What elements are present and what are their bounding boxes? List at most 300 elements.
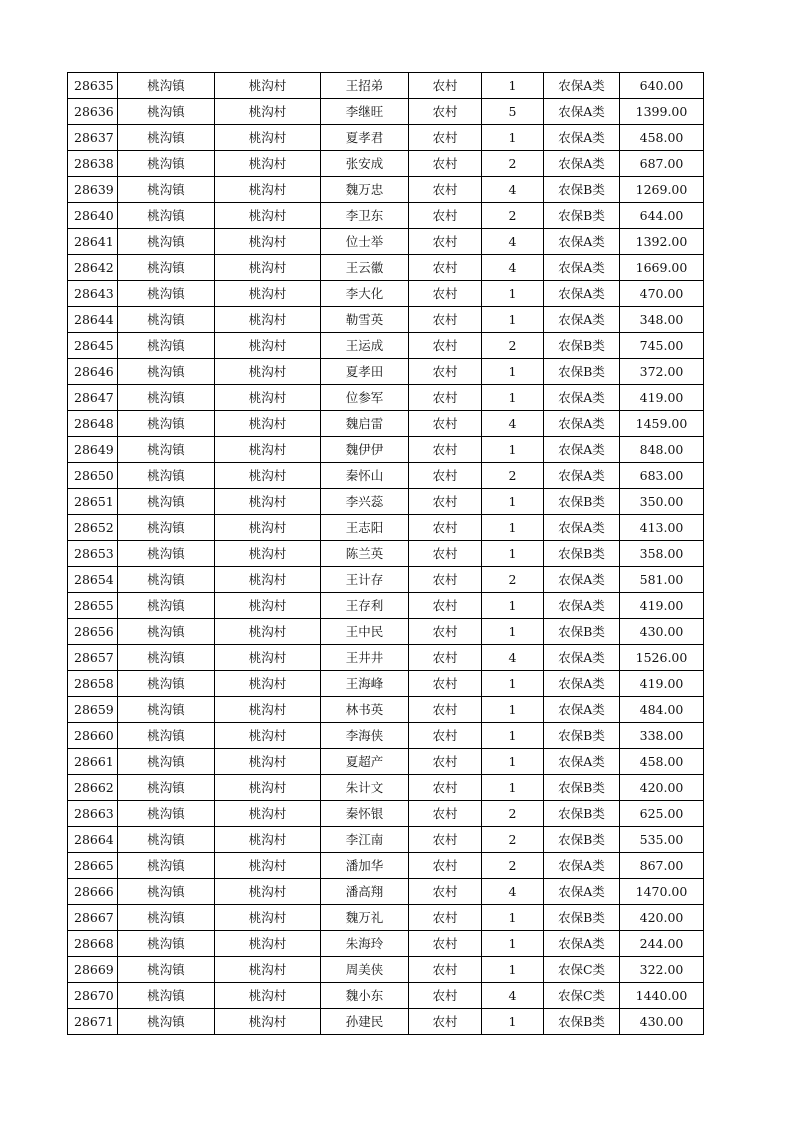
cell-record-id: 28669 xyxy=(68,957,118,983)
cell-record-id: 28666 xyxy=(68,879,118,905)
cell-name: 魏启雷 xyxy=(321,411,409,437)
records-table-body xyxy=(68,73,704,1035)
cell-township: 桃沟镇 xyxy=(118,203,215,229)
cell-insurance-category: 农保A类 xyxy=(544,73,620,99)
cell-name: 魏伊伊 xyxy=(321,437,409,463)
cell-township: 桃沟镇 xyxy=(118,827,215,853)
cell-record-id: 28664 xyxy=(68,827,118,853)
cell-insurance-category: 农保A类 xyxy=(544,931,620,957)
cell-record-id: 28652 xyxy=(68,515,118,541)
cell-amount: 1399.00 xyxy=(620,99,704,125)
cell-household-type: 农村 xyxy=(409,1009,482,1035)
cell-township: 桃沟镇 xyxy=(118,99,215,125)
cell-record-id: 28641 xyxy=(68,229,118,255)
cell-amount: 244.00 xyxy=(620,931,704,957)
cell-village: 桃沟村 xyxy=(215,827,321,853)
cell-household-type: 农村 xyxy=(409,853,482,879)
cell-village: 桃沟村 xyxy=(215,853,321,879)
cell-insurance-category: 农保B类 xyxy=(544,333,620,359)
table-row xyxy=(68,671,704,697)
cell-township: 桃沟镇 xyxy=(118,775,215,801)
cell-name: 潘加华 xyxy=(321,853,409,879)
cell-member-count: 2 xyxy=(482,151,544,177)
cell-name: 位参军 xyxy=(321,385,409,411)
cell-record-id: 28667 xyxy=(68,905,118,931)
cell-record-id: 28644 xyxy=(68,307,118,333)
cell-township: 桃沟镇 xyxy=(118,723,215,749)
table-row xyxy=(68,177,704,203)
cell-amount: 419.00 xyxy=(620,671,704,697)
cell-name: 潘高翔 xyxy=(321,879,409,905)
cell-record-id: 28662 xyxy=(68,775,118,801)
cell-amount: 458.00 xyxy=(620,125,704,151)
cell-village: 桃沟村 xyxy=(215,333,321,359)
cell-record-id: 28636 xyxy=(68,99,118,125)
cell-household-type: 农村 xyxy=(409,333,482,359)
cell-name: 位士举 xyxy=(321,229,409,255)
cell-amount: 745.00 xyxy=(620,333,704,359)
cell-record-id: 28668 xyxy=(68,931,118,957)
cell-member-count: 4 xyxy=(482,255,544,281)
cell-name: 魏万忠 xyxy=(321,177,409,203)
cell-record-id: 28659 xyxy=(68,697,118,723)
cell-name: 王海峰 xyxy=(321,671,409,697)
cell-name: 林书英 xyxy=(321,697,409,723)
cell-village: 桃沟村 xyxy=(215,255,321,281)
cell-township: 桃沟镇 xyxy=(118,931,215,957)
cell-township: 桃沟镇 xyxy=(118,671,215,697)
cell-village: 桃沟村 xyxy=(215,931,321,957)
cell-township: 桃沟镇 xyxy=(118,1009,215,1035)
cell-township: 桃沟镇 xyxy=(118,905,215,931)
cell-member-count: 1 xyxy=(482,489,544,515)
cell-amount: 430.00 xyxy=(620,619,704,645)
cell-household-type: 农村 xyxy=(409,73,482,99)
cell-amount: 644.00 xyxy=(620,203,704,229)
cell-township: 桃沟镇 xyxy=(118,411,215,437)
cell-village: 桃沟村 xyxy=(215,593,321,619)
cell-record-id: 28658 xyxy=(68,671,118,697)
cell-member-count: 1 xyxy=(482,385,544,411)
cell-insurance-category: 农保A类 xyxy=(544,385,620,411)
table-row xyxy=(68,1009,704,1035)
cell-village: 桃沟村 xyxy=(215,619,321,645)
cell-village: 桃沟村 xyxy=(215,411,321,437)
cell-insurance-category: 农保A类 xyxy=(544,411,620,437)
cell-village: 桃沟村 xyxy=(215,983,321,1009)
cell-township: 桃沟镇 xyxy=(118,281,215,307)
cell-household-type: 农村 xyxy=(409,697,482,723)
cell-record-id: 28648 xyxy=(68,411,118,437)
cell-household-type: 农村 xyxy=(409,437,482,463)
cell-amount: 413.00 xyxy=(620,515,704,541)
cell-household-type: 农村 xyxy=(409,125,482,151)
table-row xyxy=(68,541,704,567)
table-row xyxy=(68,307,704,333)
cell-village: 桃沟村 xyxy=(215,697,321,723)
cell-household-type: 农村 xyxy=(409,671,482,697)
cell-village: 桃沟村 xyxy=(215,671,321,697)
cell-record-id: 28645 xyxy=(68,333,118,359)
cell-member-count: 4 xyxy=(482,879,544,905)
cell-member-count: 2 xyxy=(482,827,544,853)
cell-name: 李兴蕊 xyxy=(321,489,409,515)
cell-village: 桃沟村 xyxy=(215,801,321,827)
cell-member-count: 1 xyxy=(482,437,544,463)
cell-record-id: 28651 xyxy=(68,489,118,515)
cell-member-count: 2 xyxy=(482,333,544,359)
cell-township: 桃沟镇 xyxy=(118,853,215,879)
cell-township: 桃沟镇 xyxy=(118,151,215,177)
cell-member-count: 1 xyxy=(482,307,544,333)
cell-village: 桃沟村 xyxy=(215,879,321,905)
cell-member-count: 1 xyxy=(482,619,544,645)
table-row xyxy=(68,983,704,1009)
cell-member-count: 4 xyxy=(482,229,544,255)
cell-member-count: 1 xyxy=(482,671,544,697)
cell-name: 夏孝君 xyxy=(321,125,409,151)
cell-member-count: 2 xyxy=(482,853,544,879)
cell-household-type: 农村 xyxy=(409,385,482,411)
cell-insurance-category: 农保A类 xyxy=(544,879,620,905)
cell-member-count: 2 xyxy=(482,801,544,827)
cell-name: 魏小东 xyxy=(321,983,409,1009)
cell-member-count: 1 xyxy=(482,73,544,99)
cell-township: 桃沟镇 xyxy=(118,177,215,203)
cell-township: 桃沟镇 xyxy=(118,333,215,359)
cell-village: 桃沟村 xyxy=(215,177,321,203)
table-row xyxy=(68,853,704,879)
cell-amount: 640.00 xyxy=(620,73,704,99)
table-row xyxy=(68,723,704,749)
cell-member-count: 1 xyxy=(482,281,544,307)
table-row xyxy=(68,463,704,489)
cell-name: 王运成 xyxy=(321,333,409,359)
cell-member-count: 1 xyxy=(482,749,544,775)
cell-village: 桃沟村 xyxy=(215,957,321,983)
cell-name: 夏超产 xyxy=(321,749,409,775)
cell-amount: 458.00 xyxy=(620,749,704,775)
cell-insurance-category: 农保A类 xyxy=(544,463,620,489)
cell-insurance-category: 农保B类 xyxy=(544,489,620,515)
cell-village: 桃沟村 xyxy=(215,723,321,749)
table-row xyxy=(68,255,704,281)
table-row xyxy=(68,229,704,255)
table-row xyxy=(68,437,704,463)
cell-amount: 683.00 xyxy=(620,463,704,489)
cell-insurance-category: 农保A类 xyxy=(544,307,620,333)
cell-record-id: 28650 xyxy=(68,463,118,489)
table-row xyxy=(68,99,704,125)
cell-name: 周美侠 xyxy=(321,957,409,983)
cell-village: 桃沟村 xyxy=(215,775,321,801)
cell-amount: 322.00 xyxy=(620,957,704,983)
cell-village: 桃沟村 xyxy=(215,73,321,99)
cell-member-count: 1 xyxy=(482,541,544,567)
cell-village: 桃沟村 xyxy=(215,463,321,489)
cell-record-id: 28649 xyxy=(68,437,118,463)
cell-household-type: 农村 xyxy=(409,359,482,385)
cell-village: 桃沟村 xyxy=(215,645,321,671)
table-row xyxy=(68,515,704,541)
cell-insurance-category: 农保B类 xyxy=(544,1009,620,1035)
cell-member-count: 1 xyxy=(482,593,544,619)
cell-name: 王云徽 xyxy=(321,255,409,281)
cell-township: 桃沟镇 xyxy=(118,255,215,281)
cell-amount: 358.00 xyxy=(620,541,704,567)
cell-insurance-category: 农保C类 xyxy=(544,957,620,983)
cell-township: 桃沟镇 xyxy=(118,489,215,515)
cell-amount: 581.00 xyxy=(620,567,704,593)
cell-village: 桃沟村 xyxy=(215,125,321,151)
cell-village: 桃沟村 xyxy=(215,749,321,775)
cell-amount: 1669.00 xyxy=(620,255,704,281)
cell-insurance-category: 农保B类 xyxy=(544,827,620,853)
cell-name: 王招弟 xyxy=(321,73,409,99)
cell-amount: 1440.00 xyxy=(620,983,704,1009)
cell-village: 桃沟村 xyxy=(215,385,321,411)
cell-record-id: 28647 xyxy=(68,385,118,411)
cell-name: 秦怀山 xyxy=(321,463,409,489)
cell-insurance-category: 农保A类 xyxy=(544,645,620,671)
cell-village: 桃沟村 xyxy=(215,359,321,385)
cell-township: 桃沟镇 xyxy=(118,697,215,723)
cell-insurance-category: 农保A类 xyxy=(544,593,620,619)
cell-record-id: 28661 xyxy=(68,749,118,775)
cell-township: 桃沟镇 xyxy=(118,229,215,255)
cell-name: 王井井 xyxy=(321,645,409,671)
cell-amount: 484.00 xyxy=(620,697,704,723)
cell-insurance-category: 农保C类 xyxy=(544,983,620,1009)
table-row xyxy=(68,489,704,515)
cell-insurance-category: 农保B类 xyxy=(544,801,620,827)
table-row xyxy=(68,619,704,645)
cell-record-id: 28639 xyxy=(68,177,118,203)
cell-record-id: 28637 xyxy=(68,125,118,151)
cell-insurance-category: 农保A类 xyxy=(544,697,620,723)
cell-village: 桃沟村 xyxy=(215,1009,321,1035)
table-row xyxy=(68,801,704,827)
cell-name: 李大化 xyxy=(321,281,409,307)
cell-member-count: 4 xyxy=(482,983,544,1009)
cell-insurance-category: 农保A类 xyxy=(544,437,620,463)
cell-insurance-category: 农保A类 xyxy=(544,671,620,697)
cell-village: 桃沟村 xyxy=(215,307,321,333)
cell-amount: 625.00 xyxy=(620,801,704,827)
cell-name: 王计存 xyxy=(321,567,409,593)
cell-insurance-category: 农保A类 xyxy=(544,255,620,281)
cell-household-type: 农村 xyxy=(409,489,482,515)
cell-township: 桃沟镇 xyxy=(118,619,215,645)
cell-village: 桃沟村 xyxy=(215,515,321,541)
cell-insurance-category: 农保B类 xyxy=(544,359,620,385)
records-table xyxy=(67,72,704,1035)
cell-name: 张安成 xyxy=(321,151,409,177)
cell-amount: 1526.00 xyxy=(620,645,704,671)
cell-village: 桃沟村 xyxy=(215,281,321,307)
cell-amount: 687.00 xyxy=(620,151,704,177)
cell-household-type: 农村 xyxy=(409,879,482,905)
table-row xyxy=(68,567,704,593)
cell-amount: 1459.00 xyxy=(620,411,704,437)
cell-township: 桃沟镇 xyxy=(118,983,215,1009)
cell-household-type: 农村 xyxy=(409,801,482,827)
cell-village: 桃沟村 xyxy=(215,905,321,931)
cell-household-type: 农村 xyxy=(409,749,482,775)
table-row xyxy=(68,931,704,957)
cell-insurance-category: 农保A类 xyxy=(544,151,620,177)
cell-amount: 419.00 xyxy=(620,385,704,411)
cell-member-count: 2 xyxy=(482,567,544,593)
cell-household-type: 农村 xyxy=(409,931,482,957)
cell-record-id: 28643 xyxy=(68,281,118,307)
cell-village: 桃沟村 xyxy=(215,99,321,125)
cell-record-id: 28671 xyxy=(68,1009,118,1035)
table-row xyxy=(68,151,704,177)
cell-amount: 350.00 xyxy=(620,489,704,515)
cell-amount: 1470.00 xyxy=(620,879,704,905)
cell-amount: 1392.00 xyxy=(620,229,704,255)
cell-amount: 419.00 xyxy=(620,593,704,619)
cell-member-count: 1 xyxy=(482,697,544,723)
cell-member-count: 1 xyxy=(482,1009,544,1035)
cell-amount: 372.00 xyxy=(620,359,704,385)
cell-village: 桃沟村 xyxy=(215,151,321,177)
cell-village: 桃沟村 xyxy=(215,567,321,593)
table-row xyxy=(68,749,704,775)
cell-member-count: 1 xyxy=(482,359,544,385)
table-row xyxy=(68,827,704,853)
table-row xyxy=(68,411,704,437)
cell-village: 桃沟村 xyxy=(215,437,321,463)
cell-member-count: 2 xyxy=(482,463,544,489)
cell-insurance-category: 农保A类 xyxy=(544,749,620,775)
cell-township: 桃沟镇 xyxy=(118,879,215,905)
cell-record-id: 28657 xyxy=(68,645,118,671)
cell-insurance-category: 农保B类 xyxy=(544,203,620,229)
cell-insurance-category: 农保B类 xyxy=(544,619,620,645)
cell-township: 桃沟镇 xyxy=(118,385,215,411)
cell-record-id: 28654 xyxy=(68,567,118,593)
cell-name: 王存利 xyxy=(321,593,409,619)
cell-record-id: 28638 xyxy=(68,151,118,177)
cell-record-id: 28653 xyxy=(68,541,118,567)
cell-record-id: 28665 xyxy=(68,853,118,879)
cell-amount: 867.00 xyxy=(620,853,704,879)
cell-household-type: 农村 xyxy=(409,827,482,853)
cell-household-type: 农村 xyxy=(409,619,482,645)
cell-name: 朱海玲 xyxy=(321,931,409,957)
cell-insurance-category: 农保B类 xyxy=(544,905,620,931)
cell-amount: 338.00 xyxy=(620,723,704,749)
cell-township: 桃沟镇 xyxy=(118,593,215,619)
cell-member-count: 1 xyxy=(482,957,544,983)
cell-insurance-category: 农保B类 xyxy=(544,541,620,567)
cell-village: 桃沟村 xyxy=(215,229,321,255)
cell-record-id: 28640 xyxy=(68,203,118,229)
cell-insurance-category: 农保A类 xyxy=(544,229,620,255)
cell-member-count: 1 xyxy=(482,775,544,801)
cell-member-count: 5 xyxy=(482,99,544,125)
cell-name: 孙建民 xyxy=(321,1009,409,1035)
cell-insurance-category: 农保B类 xyxy=(544,177,620,203)
cell-village: 桃沟村 xyxy=(215,203,321,229)
cell-record-id: 28655 xyxy=(68,593,118,619)
table-row xyxy=(68,775,704,801)
cell-insurance-category: 农保A类 xyxy=(544,125,620,151)
cell-household-type: 农村 xyxy=(409,229,482,255)
cell-member-count: 4 xyxy=(482,645,544,671)
cell-insurance-category: 农保A类 xyxy=(544,99,620,125)
cell-amount: 535.00 xyxy=(620,827,704,853)
cell-household-type: 农村 xyxy=(409,723,482,749)
table-row xyxy=(68,879,704,905)
cell-record-id: 28660 xyxy=(68,723,118,749)
cell-township: 桃沟镇 xyxy=(118,541,215,567)
cell-household-type: 农村 xyxy=(409,775,482,801)
cell-household-type: 农村 xyxy=(409,541,482,567)
cell-township: 桃沟镇 xyxy=(118,307,215,333)
cell-village: 桃沟村 xyxy=(215,541,321,567)
cell-township: 桃沟镇 xyxy=(118,749,215,775)
cell-township: 桃沟镇 xyxy=(118,645,215,671)
cell-name: 夏孝田 xyxy=(321,359,409,385)
cell-name: 王中民 xyxy=(321,619,409,645)
cell-member-count: 1 xyxy=(482,515,544,541)
cell-amount: 348.00 xyxy=(620,307,704,333)
cell-name: 勒雪英 xyxy=(321,307,409,333)
cell-township: 桃沟镇 xyxy=(118,801,215,827)
cell-household-type: 农村 xyxy=(409,99,482,125)
cell-member-count: 1 xyxy=(482,931,544,957)
cell-record-id: 28642 xyxy=(68,255,118,281)
table-row xyxy=(68,957,704,983)
table-row xyxy=(68,593,704,619)
cell-name: 秦怀银 xyxy=(321,801,409,827)
cell-member-count: 1 xyxy=(482,723,544,749)
cell-amount: 470.00 xyxy=(620,281,704,307)
cell-member-count: 4 xyxy=(482,177,544,203)
cell-record-id: 28635 xyxy=(68,73,118,99)
cell-record-id: 28663 xyxy=(68,801,118,827)
table-row xyxy=(68,359,704,385)
cell-insurance-category: 农保A类 xyxy=(544,853,620,879)
cell-household-type: 农村 xyxy=(409,463,482,489)
table-row xyxy=(68,125,704,151)
cell-household-type: 农村 xyxy=(409,307,482,333)
cell-household-type: 农村 xyxy=(409,983,482,1009)
cell-household-type: 农村 xyxy=(409,203,482,229)
cell-record-id: 28656 xyxy=(68,619,118,645)
cell-member-count: 2 xyxy=(482,203,544,229)
cell-household-type: 农村 xyxy=(409,177,482,203)
cell-name: 魏万礼 xyxy=(321,905,409,931)
cell-household-type: 农村 xyxy=(409,281,482,307)
cell-member-count: 4 xyxy=(482,411,544,437)
cell-township: 桃沟镇 xyxy=(118,437,215,463)
cell-township: 桃沟镇 xyxy=(118,567,215,593)
cell-name: 王志阳 xyxy=(321,515,409,541)
cell-household-type: 农村 xyxy=(409,151,482,177)
cell-insurance-category: 农保A类 xyxy=(544,567,620,593)
cell-household-type: 农村 xyxy=(409,905,482,931)
cell-name: 李继旺 xyxy=(321,99,409,125)
cell-amount: 430.00 xyxy=(620,1009,704,1035)
cell-amount: 420.00 xyxy=(620,905,704,931)
cell-township: 桃沟镇 xyxy=(118,125,215,151)
cell-insurance-category: 农保B类 xyxy=(544,775,620,801)
table-row xyxy=(68,281,704,307)
